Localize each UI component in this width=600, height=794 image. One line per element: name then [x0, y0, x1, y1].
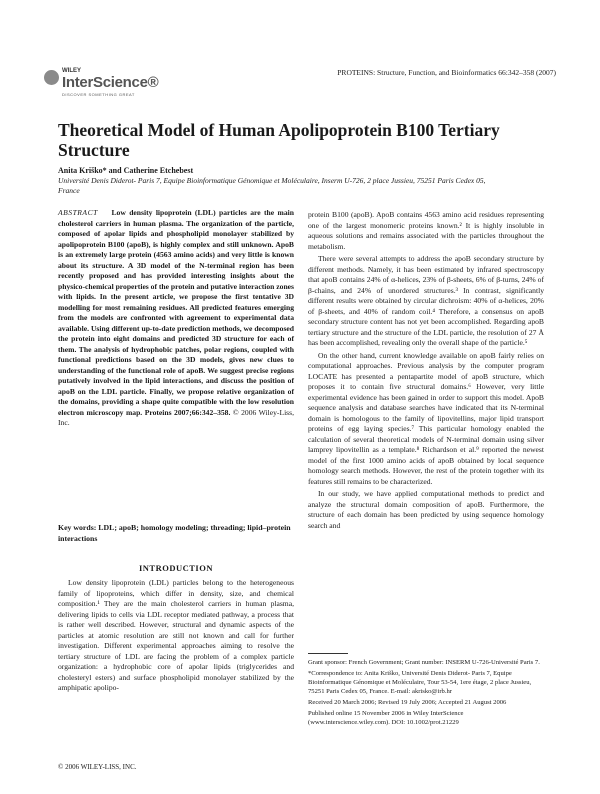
body-paragraph: protein B100 (apoB). ApoB contains 4563 amino acid residues representing one of the largest monomeric proteins known.² It is highly insoluble in aqueous solutions and remains associated with the particles throughout the metabolism. [308, 210, 544, 251]
publisher-logo [44, 68, 214, 100]
intro-left-column [58, 578, 294, 694]
intro-paragraph: Low density lipoprotein (LDL) particles belong to the heterogeneous family of lipoproteins, which differ in density, size, and chemical composition.¹ They are the main cholesterol carriers in human plasma, delivering lipids to cells via LDL receptor mediated pathway, a process that is rather well described. However, structural and dynamic aspects of the particles at atomic resolution are still not known and call for further investigation. Different experimental approaches aiming to resolve the tertiary structure of LDL are facing the problem of a complex particle organization: a hydrophobic core of apolar lipids (triglycerides and cholesteryl esters) and surface phospholipid monolayer stabilized by the amphipatic apolipo- [58, 578, 294, 692]
keywords-text: LDL; apoB; homology modeling; threading; lipid–protein interactions [58, 523, 291, 543]
right-column [308, 210, 544, 533]
body-paragraph: In our study, we have applied computational methods to predict and analyze the structural domain composition of apoB. Furthermore, the structure of each domain has been predicted by using sequence homology search and [308, 489, 544, 530]
publisher-tagline: DISCOVER SOMETHING GREAT [62, 92, 135, 97]
publisher-small: WILEY [62, 68, 81, 74]
publisher-logo-text: InterScience® [62, 74, 159, 91]
article-authors: Anita Kriško* and Catherine Etchebest [58, 166, 194, 175]
author-affiliation: Université Denis Diderot- Paris 7, Equipe Bioinformatique Génomique et Moléculaire, Inserm U-726, 2 place Jussieu, 75251 Paris Cedex 05, France [58, 176, 486, 195]
introduction-heading: INTRODUCTION [138, 563, 213, 573]
footnotes [308, 658, 544, 729]
footnote-correspondence: *Correspondence to: Anita Kriško, Université Denis Diderot- Paris 7, Equipe Bioinformatique Génomique et Moléculaire, Tour 53-54, 1ere étage, 2 place Jussieu, 75251 Paris Cedex 05, France. E-mail: akrisko@irb.hr [308, 670, 532, 695]
abstract-label: ABSTRACT [58, 208, 98, 217]
body-paragraph: On the other hand, current knowledge available on apoB fairly relies on computational approaches. Previous analysis by the computer program LOCATE has presented a pentapartite model of apoB structure, which proposes it to contain five structural domains.⁶ However, very little experimental evidence has been gained in order to support this model. ApoB sequence analysis and database searches have indicated that its N-terminal domain is homologous to the family of lipovitellins, major lipid transport proteins of egg laying species.⁷ This particular homology enabled the calculation of several theoretical models of N-terminal domain using silver lamprey lipovitellin as a template.⁸ Richardson et al.⁹ reported the newest model of the first 1000 amino acids of apoB obtained by local sequence homology search methods. However, the rest of the protein together with its features still remains to be characterized. [308, 350, 544, 486]
footnote-grant: Grant sponsor: French Government; Grant number: INSERM U-726-Université Paris 7. [308, 659, 540, 666]
footnote-published: Published online 15 November 2006 in Wiley InterScience (www.interscience.wiley.com). DOI: 10.1002/prot.21229 [308, 710, 464, 726]
footnote-received: Received 20 March 2006; Revised 19 July 2006; Accepted 21 August 2006 [308, 699, 507, 706]
abstract-text: Low density lipoprotein (LDL) particles are the main cholesterol carriers in human plasma. The organization of the particle, composed of apolar lipids and phospholipid monolayer stabilized by apolipoprotein B100 (apoB), is highly complex and still unknown. ApoB is an extremely large protein (4563 amino acids) and very little is known about its structure. A 3D model of the N-terminal region has been recently proposed and has provided interesting insights about the physico-chemical properties of the protein and putative interaction zones with lipids. In the present article, we propose the first tentative 3D modelling for most remaining residues. All predicted features emerging from the models are confronted with agreement to experimental data available. Using different up-to-date prediction methods, we decomposed the protein into eight domains and predicted 3D structure for each of them. The analysis of hydrophobic patches, polar regions, coupled with functional predictions based on the 3D models, gives new clues to understanding of the functional role of apoB. We suggest precise regions putatively involved in the lipid interactions, and discuss the position of apoB on the LDL particle. Finally, we propose relative organization of the domains, providing a shape quite compatible with the low resolution electron microscopy map. Proteins 2007;66:342–358. [58, 208, 295, 417]
keywords [58, 522, 294, 544]
article-title: Theoretical Model of Human Apolipoprotein B100 Tertiary Structure [58, 120, 500, 160]
journal-line: PROTEINS: Structure, Function, and Bioinformatics 66:342–358 (2007) [337, 68, 556, 77]
keywords-label: Key words: [58, 523, 97, 532]
abstract [58, 208, 294, 429]
footnote-divider [308, 653, 348, 654]
body-paragraph: There were several attempts to address the apoB secondary structure by different methods. Namely, it has been estimated by infrared spectroscopy that apoB contains 24% of α-helices, 23% of β-sheets, 6% of β-turns, 24% of β-chains, and 24% of unordered structures.³ In contrast, significantly different results were obtained by circular dichroism: 40% of α-helices, 20% of β-sheets, and 40% of random coil.⁴ Therefore, a consensus on apoB secondary structure content has not yet been accomplished. Regarding apoB tertiary structure and the structure of the LDL particle, the resolution of 27 Å has been accomplished, revealing only the overall shape of the particle.⁵ [308, 254, 544, 347]
wiley-logo-icon [44, 70, 59, 85]
footer-copyright: © 2006 WILEY-LISS, INC. [58, 763, 137, 771]
abstract-copyright: © 2006 Wiley-Liss, Inc. [58, 407, 294, 427]
